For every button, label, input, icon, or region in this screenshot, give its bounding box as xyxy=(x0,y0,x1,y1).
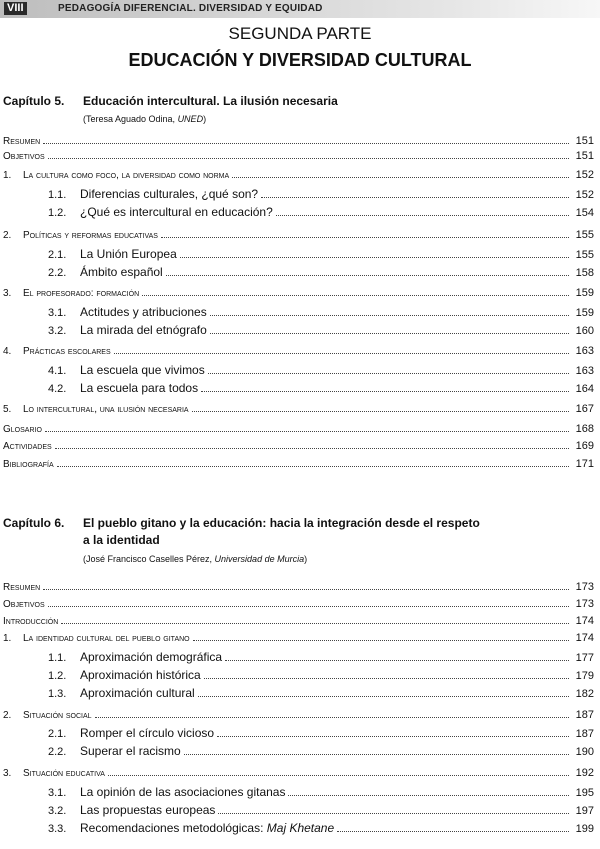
toc-entry-label xyxy=(80,821,334,835)
running-head-title: PEDAGOGÍA DIFERENCIAL. DIVERSIDAD Y EQUIDAD xyxy=(58,3,323,14)
toc-entry xyxy=(0,612,600,627)
toc-entry-label xyxy=(23,633,190,644)
toc-entry-page: 195 xyxy=(575,787,594,799)
toc-entry-label xyxy=(0,151,45,162)
toc-entry-label xyxy=(80,726,214,740)
toc-entry xyxy=(0,322,600,337)
toc-entry-label xyxy=(80,187,258,201)
toc-entry-label-text: La mirada del etnógrafo xyxy=(80,323,207,337)
toc-entry-page: 151 xyxy=(575,150,594,162)
toc-entry-label xyxy=(80,305,207,319)
toc-entry-number: 1. xyxy=(3,633,12,644)
toc-entry-number: 1.2. xyxy=(48,207,67,219)
dot-leader xyxy=(114,353,569,354)
chapter-heading xyxy=(3,516,480,530)
toc-entry xyxy=(0,764,600,779)
toc-entry-label-text: Situación educativa xyxy=(23,768,105,779)
toc-entry-label xyxy=(80,247,177,261)
dot-leader xyxy=(57,466,569,467)
dot-leader xyxy=(48,606,569,607)
toc-entry-number: 3.3. xyxy=(48,823,67,835)
toc-entry-label-text: Resumen xyxy=(3,582,41,593)
toc-entry-page: 182 xyxy=(575,688,594,700)
toc-entry-label-text: La escuela para todos xyxy=(80,381,199,395)
chapter-title: Educación intercultural. La ilusión necesaria xyxy=(83,94,338,108)
toc-entry-number: 2.1. xyxy=(48,728,67,740)
dot-leader xyxy=(192,411,569,412)
dot-leader xyxy=(193,640,569,641)
toc-entry-label xyxy=(80,785,285,799)
chapter-heading xyxy=(3,94,338,108)
toc-entry xyxy=(0,204,600,219)
dot-leader xyxy=(45,431,569,432)
chapter-author xyxy=(83,114,206,124)
toc-entry xyxy=(0,186,600,201)
toc-entry-label-text: La escuela que vivimos xyxy=(80,363,205,377)
toc-entry-label-text: Aproximación cultural xyxy=(80,686,195,700)
toc-entry-label-text: Las propuestas europeas xyxy=(80,803,216,817)
toc-entry-number: 1.1. xyxy=(48,189,67,201)
toc-entry-label-text: Actitudes y atribuciones xyxy=(80,305,207,319)
toc-entry-label xyxy=(80,668,201,682)
toc-entry-page: 171 xyxy=(575,458,594,470)
toc-entry-page: 167 xyxy=(575,403,594,415)
toc-entry-page: 152 xyxy=(575,189,594,201)
dot-leader xyxy=(55,448,569,449)
toc-entry-number: 2.2. xyxy=(48,746,67,758)
page-number: VIII xyxy=(4,2,27,15)
running-header xyxy=(0,0,600,18)
dot-leader xyxy=(61,623,569,624)
toc-entry-label-text: Actividades xyxy=(3,441,52,452)
toc-entry-number: 3.1. xyxy=(48,787,67,799)
toc-entry-number: 2. xyxy=(3,230,12,241)
toc-entry-label-text: Superar el racismo xyxy=(80,744,181,758)
toc-entry-label xyxy=(80,686,195,700)
toc-entry xyxy=(0,820,600,835)
toc-entry xyxy=(0,784,600,799)
toc-entry xyxy=(0,166,600,181)
toc-entry-label-text: Bibliografía xyxy=(3,459,54,470)
toc-entry-label-text: Recomendaciones metodológicas: xyxy=(80,821,267,835)
author-affiliation: Universidad de Murcia xyxy=(214,554,305,564)
dot-leader xyxy=(108,775,569,776)
dot-leader xyxy=(201,391,569,392)
toc-entry xyxy=(0,455,600,470)
toc-entry-number: 1.2. xyxy=(48,670,67,682)
toc-entry-label-text: Políticas y reformas educativas xyxy=(23,230,158,241)
toc-entry-label-text: La cultura como foco, la diversidad como norma xyxy=(23,170,230,181)
dot-leader xyxy=(217,736,569,737)
toc-entry-label xyxy=(0,441,52,452)
toc-entry-label xyxy=(0,599,45,610)
dot-leader xyxy=(166,275,569,276)
dot-leader xyxy=(337,831,569,832)
dot-leader xyxy=(210,315,569,316)
toc-entry-number: 3. xyxy=(3,768,12,779)
toc-entry-label-text: Resumen xyxy=(3,136,41,147)
chapter-number: Capítulo 5. xyxy=(3,94,65,108)
toc-entry-number: 3. xyxy=(3,288,12,299)
toc-entry xyxy=(0,629,600,644)
toc-entry-label-text: Diferencias culturales, ¿qué son? xyxy=(80,187,259,201)
toc-entry-label-text: Prácticas escolares xyxy=(23,346,111,357)
toc-entry-page: 177 xyxy=(575,652,594,664)
toc-entry-number: 4.1. xyxy=(48,365,67,377)
toc-entry xyxy=(0,437,600,452)
dot-leader xyxy=(232,177,569,178)
toc-entry-page: 163 xyxy=(575,345,594,357)
toc-entry-number: 1.1. xyxy=(48,652,67,664)
toc-entry-page: 174 xyxy=(575,615,594,627)
toc-entry-page: 192 xyxy=(575,767,594,779)
dot-leader xyxy=(204,678,569,679)
toc-entry xyxy=(0,685,600,700)
toc-entry-label xyxy=(23,346,111,357)
toc-entry-page: 163 xyxy=(575,365,594,377)
toc-entry xyxy=(0,667,600,682)
toc-entry-label xyxy=(80,363,205,377)
toc-entry xyxy=(0,226,600,241)
toc-entry-label xyxy=(23,230,158,241)
toc-entry-page: 187 xyxy=(575,728,594,740)
dot-leader xyxy=(261,197,569,198)
author-close: ) xyxy=(203,114,207,124)
toc-entry-label xyxy=(23,288,139,299)
dot-leader xyxy=(276,215,569,216)
part-subtitle: EDUCACIÓN Y DIVERSIDAD CULTURAL xyxy=(128,50,472,70)
toc-entry-label xyxy=(23,404,189,415)
dot-leader xyxy=(161,237,569,238)
toc-entry xyxy=(0,400,600,415)
toc-entry-label xyxy=(80,803,215,817)
toc-entry-page: 169 xyxy=(575,440,594,452)
toc-entry xyxy=(0,380,600,395)
toc-entry-label xyxy=(23,170,229,181)
author-close: ) xyxy=(304,554,308,564)
toc-entry-label xyxy=(0,582,40,593)
toc-entry-number: 2.1. xyxy=(48,249,67,261)
dot-leader xyxy=(95,717,569,718)
toc-entry-number: 3.1. xyxy=(48,307,67,319)
toc-entry xyxy=(0,342,600,357)
toc-entry xyxy=(0,362,600,377)
toc-entry-number: 1.3. xyxy=(48,688,67,700)
toc-entry-page: 155 xyxy=(575,249,594,261)
toc-entry-label-italic: Maj Khetane xyxy=(266,821,335,835)
toc-entry-number: 3.2. xyxy=(48,805,67,817)
toc-entry-label xyxy=(80,205,273,219)
toc-entry-label-text: ¿Qué es intercultural en educación? xyxy=(80,205,273,219)
toc-entry-label xyxy=(0,136,40,147)
toc-entry-number: 4. xyxy=(3,346,12,357)
toc-entry-number: 4.2. xyxy=(48,383,67,395)
toc-entry-number: 3.2. xyxy=(48,325,67,337)
toc-entry xyxy=(0,147,600,162)
toc-entry-label-text: Introducción xyxy=(3,616,59,627)
toc-entry-label xyxy=(0,424,42,435)
toc-entry-label-text: Romper el círculo vicioso xyxy=(80,726,215,740)
toc-entry-label-text: Aproximación demográfica xyxy=(80,650,223,664)
toc-entry xyxy=(0,595,600,610)
toc-entry xyxy=(0,420,600,435)
toc-entry-page: 164 xyxy=(575,383,594,395)
author-name: (Teresa Aguado Odina, xyxy=(83,114,178,124)
author-affiliation: UNED xyxy=(177,114,204,124)
part-title: SEGUNDA PARTE xyxy=(228,24,372,43)
toc-entry-label xyxy=(0,616,58,627)
toc-entry-page: 155 xyxy=(575,229,594,241)
chapter-number: Capítulo 6. xyxy=(3,516,65,530)
toc-entry xyxy=(0,304,600,319)
toc-entry-page: 158 xyxy=(575,267,594,279)
toc-entry-label-text: Glosario xyxy=(3,424,42,435)
chapter-title-continued: a la identidad xyxy=(83,533,160,547)
toc-entry-label-text: Objetivos xyxy=(3,599,45,610)
toc-entry-number: 2.2. xyxy=(48,267,67,279)
toc-entry-page: 173 xyxy=(575,581,594,593)
toc-entry-page: 151 xyxy=(575,135,594,147)
toc-entry-label-text: Objetivos xyxy=(3,151,45,162)
toc-entry-page: 159 xyxy=(575,287,594,299)
dot-leader xyxy=(184,754,569,755)
dot-leader xyxy=(288,795,569,796)
toc-entry-label xyxy=(23,768,105,779)
toc-entry xyxy=(0,284,600,299)
toc-entry-page: 199 xyxy=(575,823,594,835)
toc-entry-label-text: La Unión Europea xyxy=(80,247,177,261)
toc-entry-number: 5. xyxy=(3,404,12,415)
toc-entry-label xyxy=(80,381,198,395)
toc-entry-label xyxy=(80,650,222,664)
toc-entry xyxy=(0,802,600,817)
toc-entry-label-text: Lo intercultural, una ilusión necesaria xyxy=(23,404,189,415)
toc-entry-number: 2. xyxy=(3,710,12,721)
dot-leader xyxy=(218,813,569,814)
dot-leader xyxy=(43,143,569,144)
toc-entry xyxy=(0,264,600,279)
toc-entry-label xyxy=(80,744,181,758)
toc-entry-page: 173 xyxy=(575,598,594,610)
toc-entry xyxy=(0,743,600,758)
toc-entry xyxy=(0,725,600,740)
dot-leader xyxy=(198,696,569,697)
dot-leader xyxy=(48,158,569,159)
toc-entry-page: 160 xyxy=(575,325,594,337)
toc-entry xyxy=(0,132,600,147)
toc-entry-label xyxy=(80,323,207,337)
toc-entry-label-text: Situación social xyxy=(23,710,92,721)
toc-entry-page: 154 xyxy=(575,207,594,219)
toc-entry-page: 168 xyxy=(575,423,594,435)
dot-leader xyxy=(225,660,569,661)
toc-entry-page: 179 xyxy=(575,670,594,682)
toc-entry-page: 190 xyxy=(575,746,594,758)
toc-entry-label-text: El profesorado: formación xyxy=(23,288,140,299)
toc-entry-page: 159 xyxy=(575,307,594,319)
toc-entry-page: 187 xyxy=(575,709,594,721)
dot-leader xyxy=(208,373,569,374)
toc-entry-label-text: Ámbito español xyxy=(80,265,163,279)
toc-entry-label xyxy=(80,265,163,279)
toc-entry-label-text: La identidad cultural del pueblo gitano xyxy=(23,633,190,644)
dot-leader xyxy=(180,257,569,258)
toc-entry-number: 1. xyxy=(3,170,12,181)
toc-entry-page: 174 xyxy=(575,632,594,644)
toc-entry xyxy=(0,578,600,593)
dot-leader xyxy=(43,589,569,590)
toc-entry xyxy=(0,649,600,664)
toc-entry-label xyxy=(23,710,92,721)
dot-leader xyxy=(210,333,569,334)
toc-entry-page: 152 xyxy=(575,169,594,181)
toc-entry-label-text: Aproximación histórica xyxy=(80,668,201,682)
chapter-title: El pueblo gitano y la educación: hacia la integración desde el respeto xyxy=(83,516,480,530)
toc-entry-page: 197 xyxy=(575,805,594,817)
toc-entry-label xyxy=(0,459,54,470)
chapter-author xyxy=(83,554,307,564)
dot-leader xyxy=(142,295,569,296)
author-name: (José Francisco Caselles Pérez, xyxy=(83,554,215,564)
toc-entry xyxy=(0,246,600,261)
toc-entry xyxy=(0,706,600,721)
toc-entry-label-text: La opinión de las asociaciones gitanas xyxy=(80,785,286,799)
